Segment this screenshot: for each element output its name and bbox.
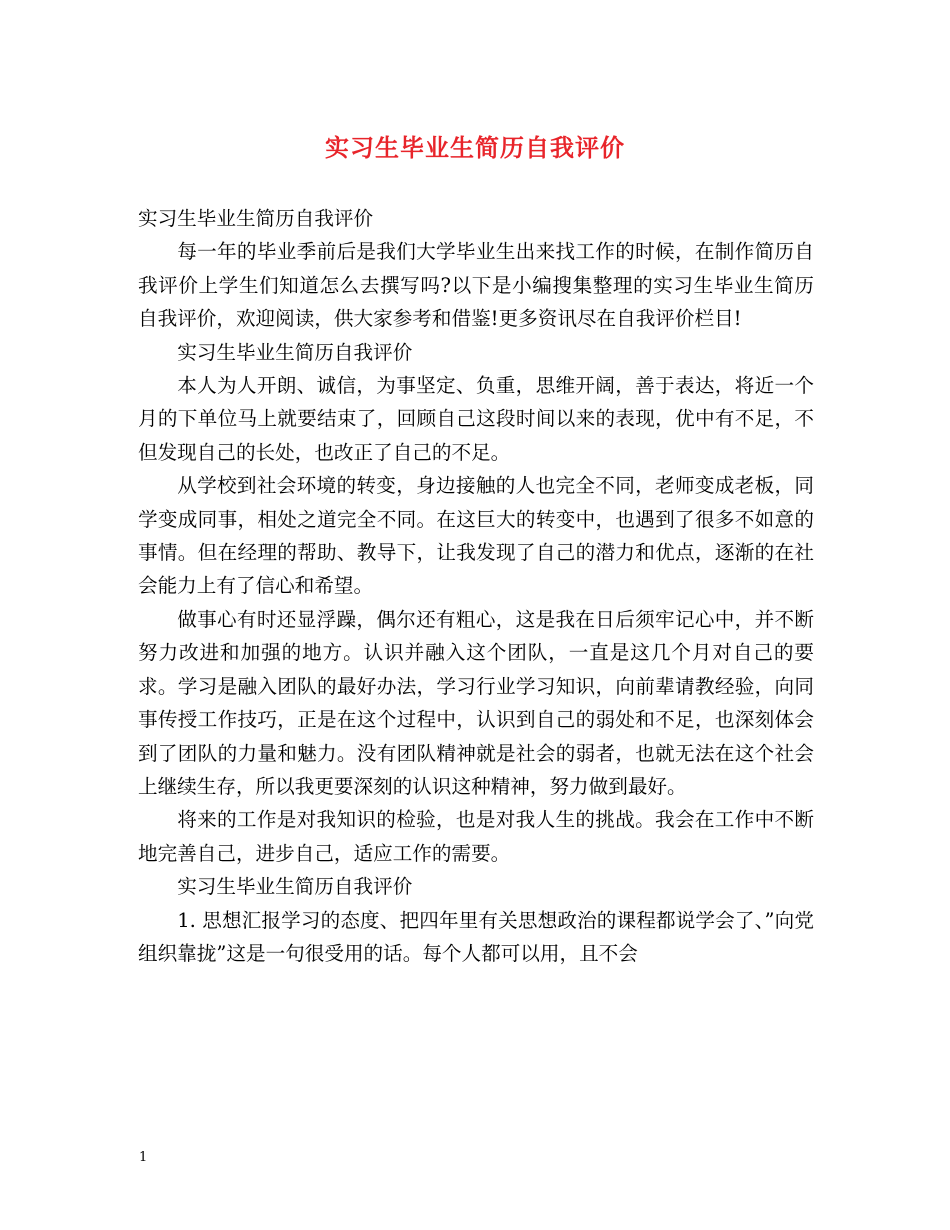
paragraph-heading-2: 实习生毕业生简历自我评价: [177, 340, 413, 364]
page-number: 1: [139, 1150, 148, 1165]
paragraph-body-2: 从学校到社会环境的转变，身边接触的人也完全不同，老师变成老板，同学变成同事，相处之道完全不同。在这巨大的转变中，也遇到了很多不如意的事情。但在经理的帮助、教导下，让我发现了自己的潜力和优点，逐渐的在社会能力上有了信心和希望。: [138, 474, 814, 598]
paragraph-body-3: 做事心有时还显浮躁，偶尔还有粗心，这是我在日后须牢记心中，并不断努力改进和加强的地方。认识并融入这个团队，一直是这几个月对自己的要求。学习是融入团队的最好办法，学习行业学习知识，向前辈请教经验，向同事传授工作技巧，正是在这个过程中，认识到自己的弱处和不足，也深刻体会到了团队的力量和魅力。没有团队精神就是社会的弱者，也就无法在这个社会上继续生存，所以我更要深刻的认识这种精神，努力做到最好。: [138, 607, 814, 798]
page-title: 实习生毕业生简历自我评价: [325, 133, 625, 162]
paragraph-heading-1: 实习生毕业生简历自我评价: [138, 207, 374, 230]
paragraph-intro: 每一年的毕业季前后是我们大学毕业生出来找工作的时候，在制作简历自我评价上学生们知道怎么去撰写吗?以下是小编搜集整理的实习生毕业生简历自我评价，欢迎阅读，供大家参考和借鉴!更多资讯尽在自我评价栏目!: [138, 240, 814, 331]
document-body: [138, 202, 814, 970]
paragraph-body-4: 将来的工作是对我知识的检验，也是对我人生的挑战。我会在工作中不断地完善自己，进步自己，适应工作的需要。: [138, 808, 814, 865]
paragraph-body-5: 1. 思想汇报学习的态度、把四年里有关思想政治的课程都说学会了、”向党组织靠拢”这是一句很受用的话。每个人都可以用，且不会: [138, 908, 814, 965]
paragraph-heading-3: 实习生毕业生简历自我评价: [177, 875, 413, 899]
paragraph-body-1: 本人为人开朗、诚信，为事坚定、负重，思维开阔，善于表达，将近一个月的下单位马上就要结束了，回顾自己这段时间以来的表现，优中有不足，不但发现自己的长处，也改正了自己的不足。: [138, 374, 814, 464]
